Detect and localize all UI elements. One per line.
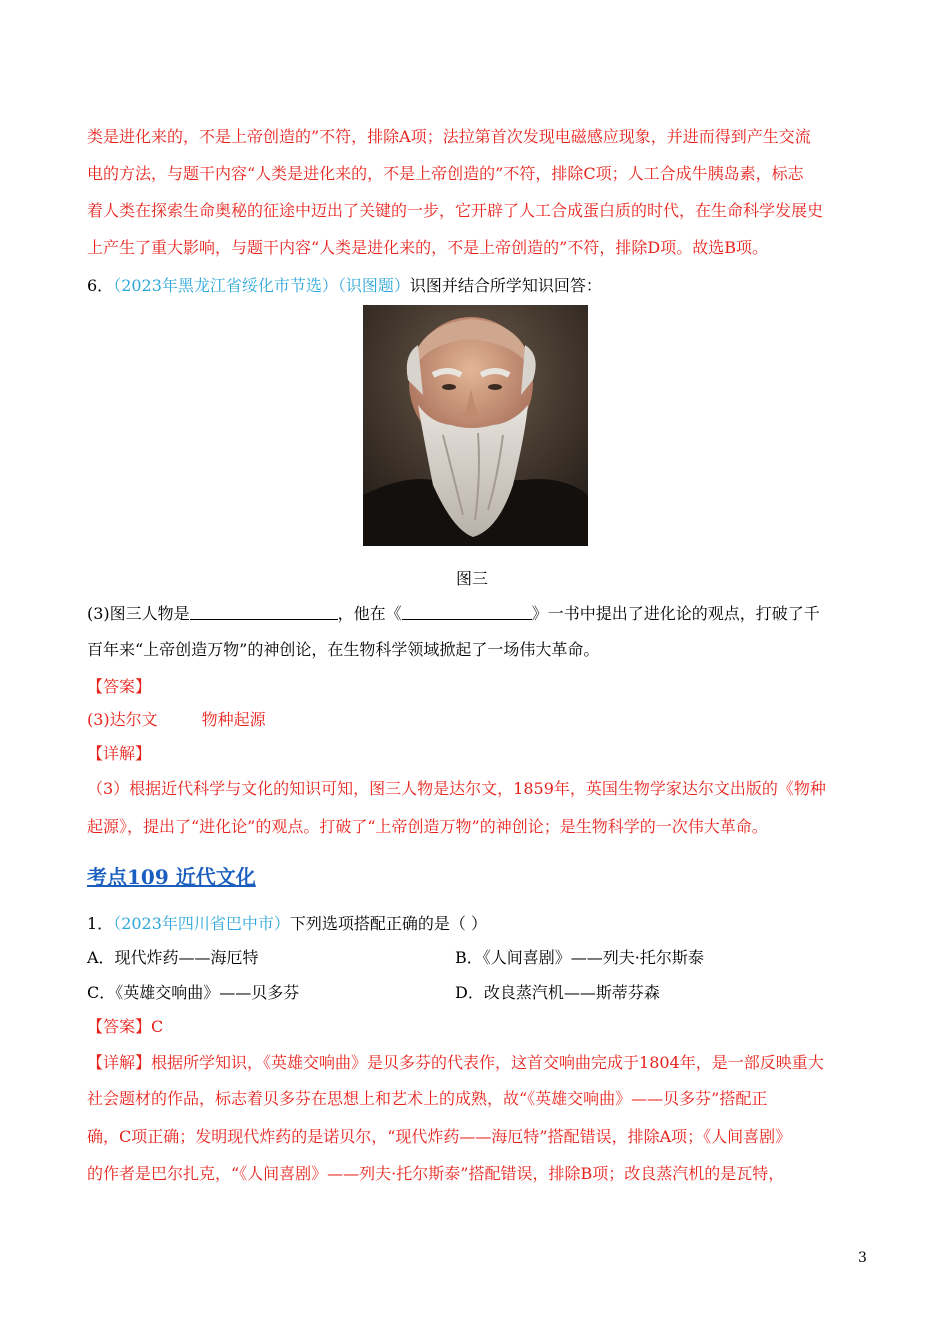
detail-line: 确，C项正确；发明现代炸药的是诺贝尔，“现代炸药——海厄特”搭配错误，排除A项；《人间喜剧》 xyxy=(87,1127,792,1146)
question-number: 6． xyxy=(87,276,114,295)
answer-label: 【答案】 xyxy=(87,677,152,696)
detail-line: 根据所学知识，《英雄交响曲》是贝多芬的代表作，这首交响曲完成于1804年，是一部反映重大 xyxy=(151,1053,824,1072)
question-text: ，他在《 xyxy=(337,604,402,623)
answer-part-b: 物种起源 xyxy=(201,710,266,729)
question-prompt: 下列选项搭配正确的是（ ） xyxy=(289,914,488,933)
question-prompt: 识图并结合所学知识回答： xyxy=(409,276,602,295)
question-number: 1． xyxy=(87,914,114,933)
answer-blank-1 xyxy=(190,605,338,620)
answer-value: C xyxy=(151,1017,164,1036)
question-1-header xyxy=(87,914,487,934)
question-6-text-line1 xyxy=(87,604,820,624)
option-a: A．现代炸药——海厄特 xyxy=(87,948,259,967)
prev-detail-line: 电的方法，与题干内容“人类是进化来的，不是上帝创造的”不符，排除C项；人工合成牛胰岛素，标志 xyxy=(87,164,804,183)
option-c: C．《英雄交响曲》——贝多芬 xyxy=(87,983,300,1002)
question-6-header xyxy=(87,276,602,296)
detail-line: （3）根据近代科学与文化的知识可知，图三人物是达尔文，1859年，英国生物学家达尔文出版的《物种 xyxy=(87,779,826,798)
detail-label: 【详解】 xyxy=(87,1053,152,1072)
darwin-portrait-image xyxy=(363,305,588,546)
section-heading: 考点109 近代文化 xyxy=(87,865,256,889)
detail-line: 起源》，提出了“进化论”的观点。打破了“上帝创造万物”的神创论；是生物科学的一次伟大革命。 xyxy=(87,817,768,836)
answer-content xyxy=(87,710,266,730)
portrait-illustration xyxy=(363,305,588,546)
page-number: 3 xyxy=(858,1250,867,1266)
question-6-text-line2: 百年来“上帝创造万物”的神创论，在生物科学领域掀起了一场伟大革命。 xyxy=(87,640,600,659)
answer-row xyxy=(87,1017,163,1037)
option-d: D．改良蒸汽机——斯蒂芬森 xyxy=(455,983,660,1002)
prev-detail-line: 类是进化来的，不是上帝创造的”不符，排除A项；法拉第首次发现电磁感应现象，并进而得到产生交流 xyxy=(87,127,811,146)
detail-label: 【详解】 xyxy=(87,744,152,763)
answer-blank-2 xyxy=(402,605,532,620)
question-source: （2023年四川省巴中市） xyxy=(113,914,290,933)
answer-label: 【答案】 xyxy=(87,1017,152,1036)
detail-row xyxy=(87,1053,824,1073)
prev-detail-line: 着人类在探索生命奥秘的征途中迈出了关键的一步，它开辟了人工合成蛋白质的时代，在生命科学发展史 xyxy=(87,201,824,220)
figure-caption: 图三 xyxy=(456,569,489,588)
detail-line: 的作者是巴尔扎克，“《人间喜剧》——列夫·托尔斯泰”搭配错误，排除B项；改良蒸汽机的是瓦特， xyxy=(87,1164,785,1183)
answer-part-a: (3)达尔文 xyxy=(87,710,158,729)
question-source: （2023年黑龙江省绥化市节选）（识图题） xyxy=(113,276,410,295)
question-text: 》一书中提出了进化论的观点，打破了千 xyxy=(531,604,820,623)
prev-detail-line: 上产生了重大影响，与题干内容“人类是进化来的，不是上帝创造的”不符，排除D项。故选B项。 xyxy=(87,238,768,257)
option-b: B．《人间喜剧》——列夫·托尔斯泰 xyxy=(455,948,704,967)
question-text: (3)图三人物是 xyxy=(87,604,190,623)
detail-line: 社会题材的作品，标志着贝多芬在思想上和艺术上的成熟，故“《英雄交响曲》——贝多芬”搭配正 xyxy=(87,1089,768,1108)
